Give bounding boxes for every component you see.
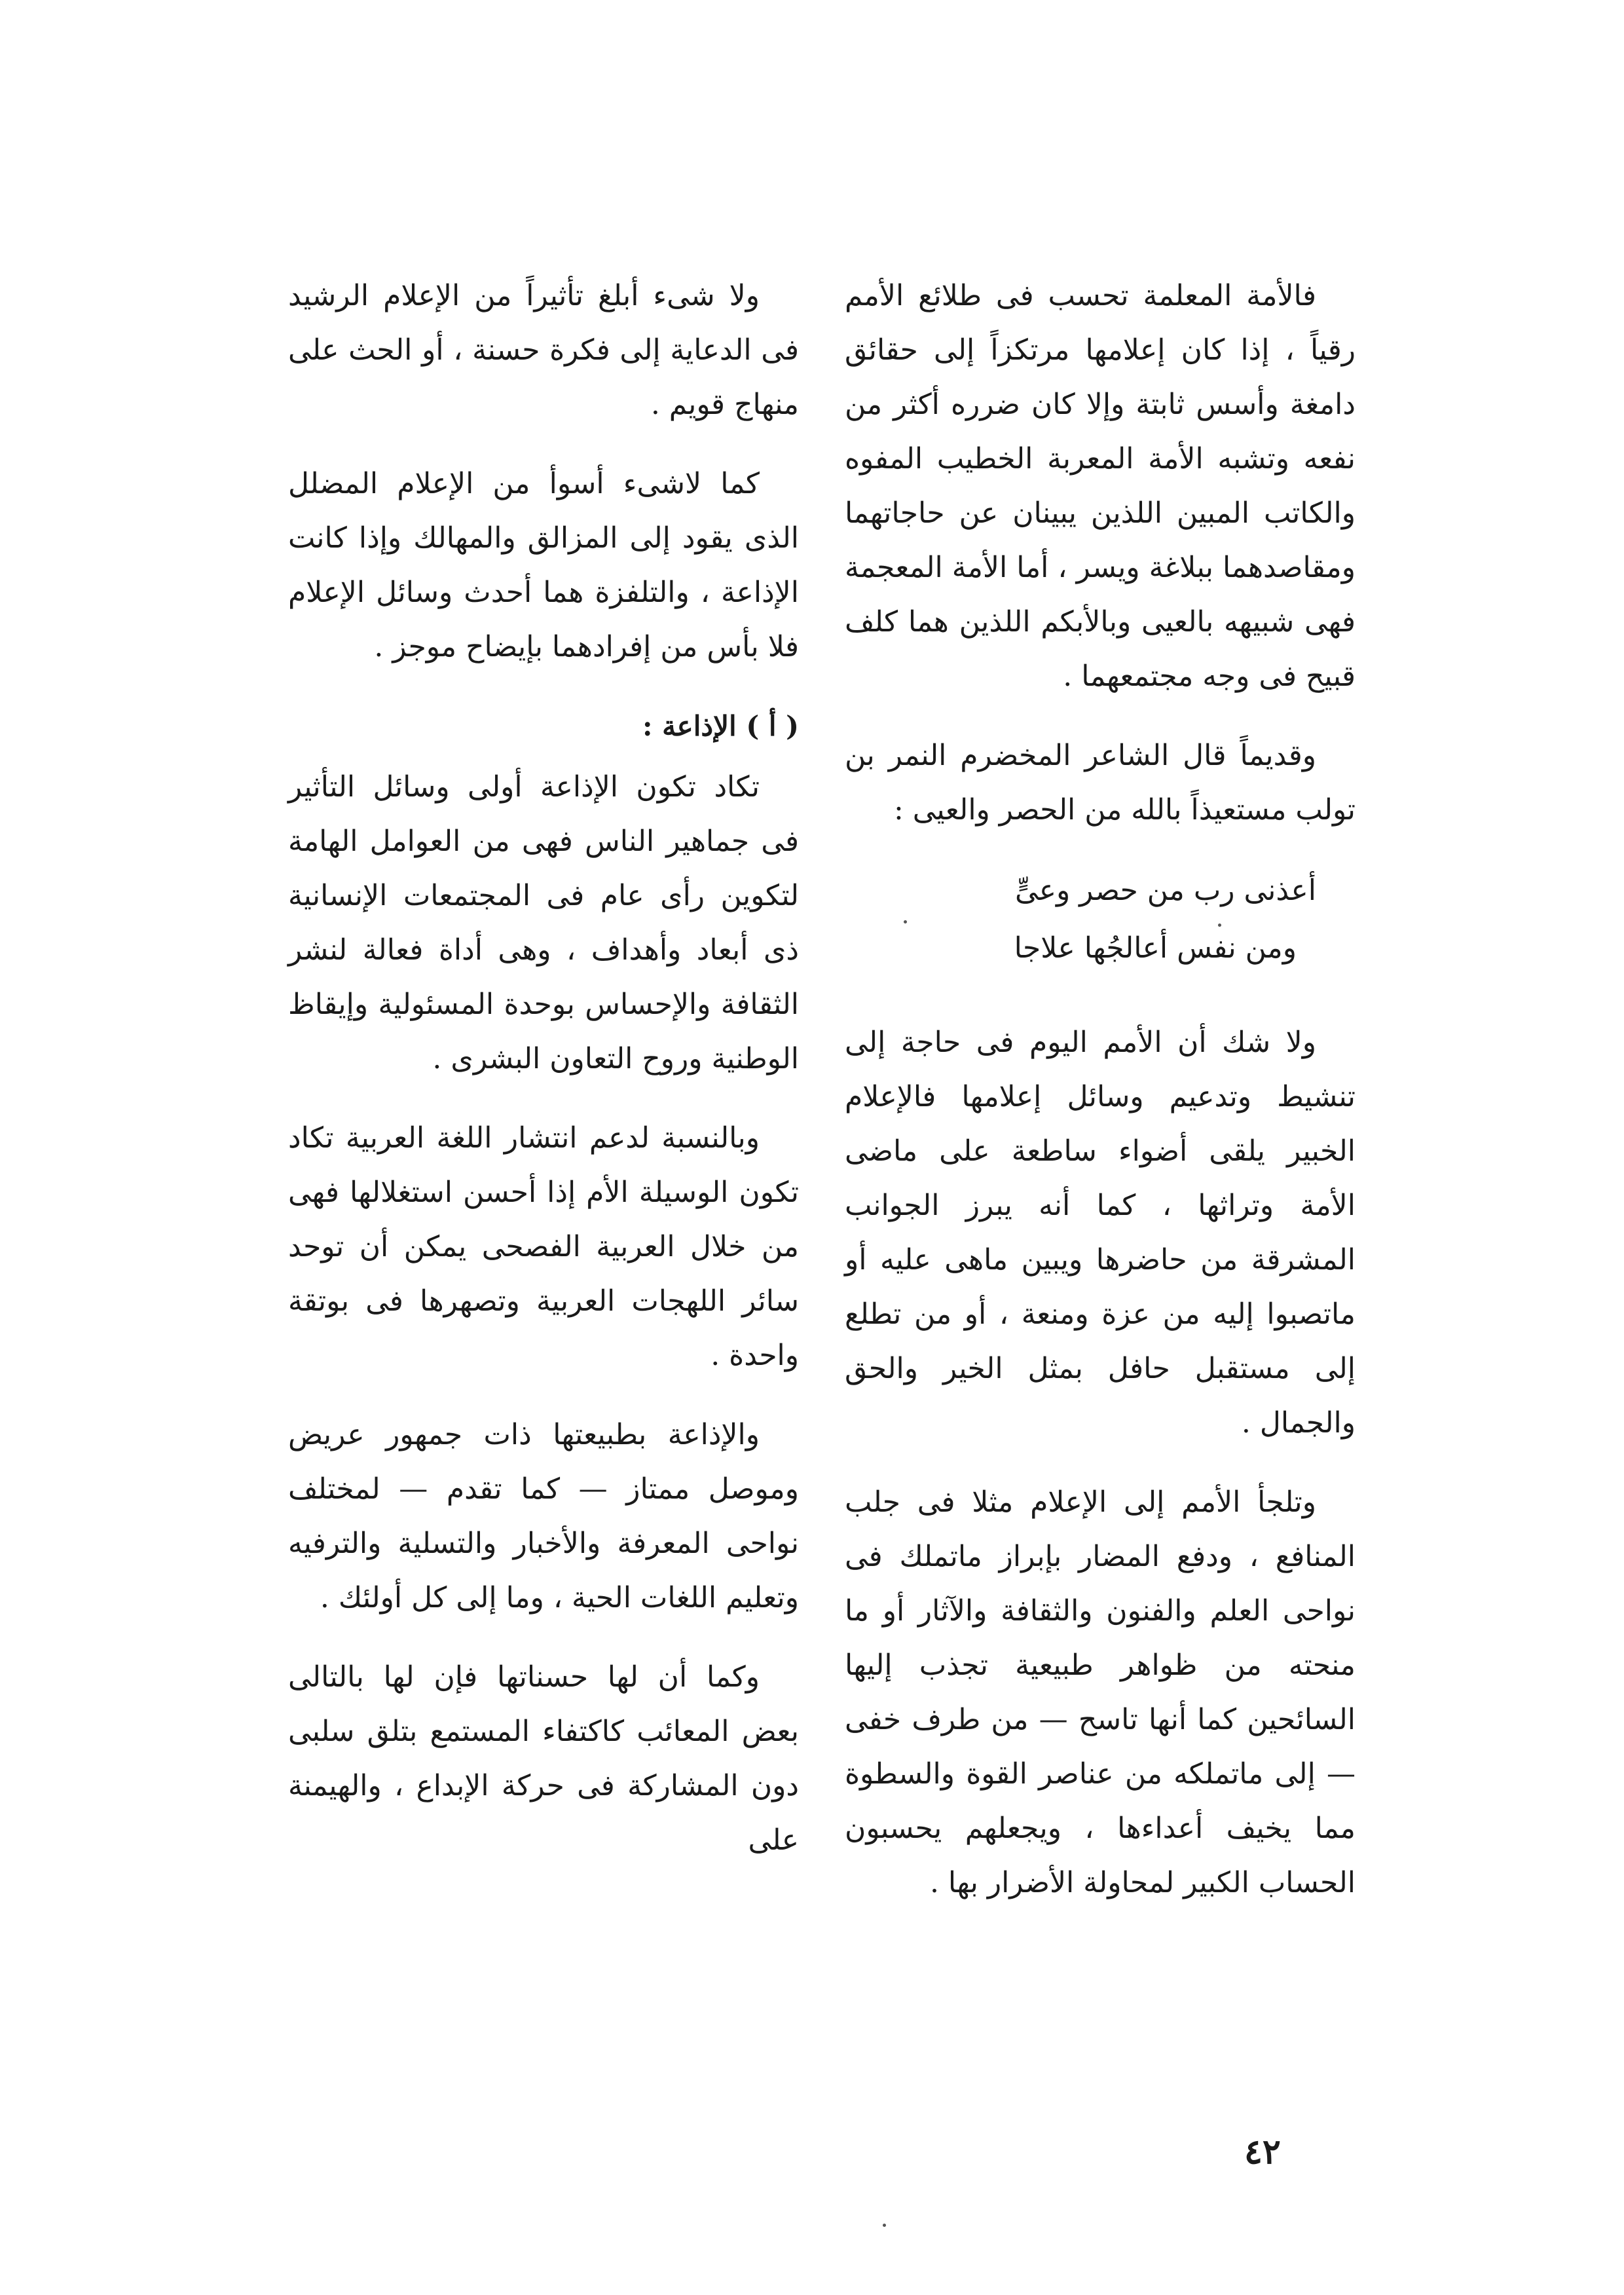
section-heading: ( أ ) الإذاعة : [642,710,799,742]
paragraph: وبالنسبة لدعم انتشار اللغة العربية تكاد تكون الوسيلة الأم إذا أحسن استغلالها فهى من خلال العربية الفصحى يمكن أن توحد سائر اللهجات العربية وتصهرها فى بوتقة واحدة . [288,1121,799,1372]
page-number: ٤٢ [1244,2132,1281,2172]
paragraph: كما لاشىء أسوأ من الإعلام المضلل الذى يقود إلى المزالق والمهالك وإذا كانت الإذاعة ، والتلفزة هما أحدث وسائل الإعلام فلا بأس من إفرادهما بإيضاح موجز . [288,467,799,663]
paragraph: وكما أن لها حسناتها فإن لها بالتالى بعض المعائب كاكتفاء المستمع بتلق سلبى دون المشاركة فى حركة الإبداع ، والهيمنة على [288,1660,799,1857]
scan-speck [883,2224,886,2227]
scan-speck [1218,924,1221,927]
paragraph: والإذاعة بطبيعتها ذات جمهور عريض وموصل ممتاز — كما تقدم — لمختلف نواحى المعرفة والأخبار والتسلية والترفيه وتعليم اللغات الحية ، وما إلى كل أولئك . [288,1418,799,1614]
paragraph: فالأمة المعلمة تحسب فى طلائع الأمم رقياً ، إذا كان إعلامها مرتكزاً إلى حقائق دامغة وأسس ثابتة وإلا كان ضرره أكثر من نفعه وتشبه الأمة المعربة الخطيب المفوه والكاتب المبين اللذين يبينان عن حاجاتهما ومقاصدهما ببلاغة ويسر ، أما الأمة المعجمة فهى شبيهه بالعيى وبالأبكم اللذين هما كلف قبيح فى وجه مجتمعهما . [845,279,1356,693]
verse-line: ومن نفس أعالجُها علاجا [1014,931,1297,965]
paragraph: ولا شك أن الأمم اليوم فى حاجة إلى تنشيط وتدعيم وسائل إعلامها فالإعلام الخبير يلقى أضواء ساطعة على ماضى الأمة وتراثها ، كما أنه يبرز الجوانب المشرقة من حاضرها ويبين ماهى عليه أو ماتصبوا إليه من عزة ومنعة ، أو من تطلع إلى مستقبل حافل بمثل الخير والحق والجمال . [845,1026,1356,1440]
paragraph: تكاد تكون الإذاعة أولى وسائل التأثير فى جماهير الناس فهى من العوامل الهامة لتكوين رأى عام فى المجتمعات الإنسانية ذى أبعاد وأهداف ، وهى أداة فعالة لنشر الثقافة والإحساس بوحدة المسئولية وإيقاظ الوطنية وروح التعاون البشرى . [288,770,799,1075]
left-column [288,269,799,1892]
paragraph: وتلجأ الأمم إلى الإعلام مثلا فى جلب المنافع ، ودفع المضار بإبراز ماتملك فى نواحى العلم والفنون والثقافة والآثار أو ما منحته من ظواهر طبيعية تجذب إليها السائحين كما أنها تاسح — من طرف خفى — إلى ماتملكه من عناصر القوة والسطوة مما يخيف أعداءها ، ويجعلهم يحسبون الحساب الكبير لمحاولة الأضرار بها . [845,1485,1356,1899]
right-column [845,269,1356,1935]
poem-verse [845,862,1356,977]
paragraph: وقديماً قال الشاعر المخضرم النمر بن تولب مستعيذاً بالله من الحصر والعيى : [845,739,1356,827]
verse-line: أعذنى رب من حصر وعىٍّ [1015,874,1316,907]
paragraph: ولا شىء أبلغ تأثيراً من الإعلام الرشيد فى الدعاية إلى فكرة حسنة ، أو الحث على منهاج قويم . [288,279,799,421]
scan-speck [904,920,907,924]
